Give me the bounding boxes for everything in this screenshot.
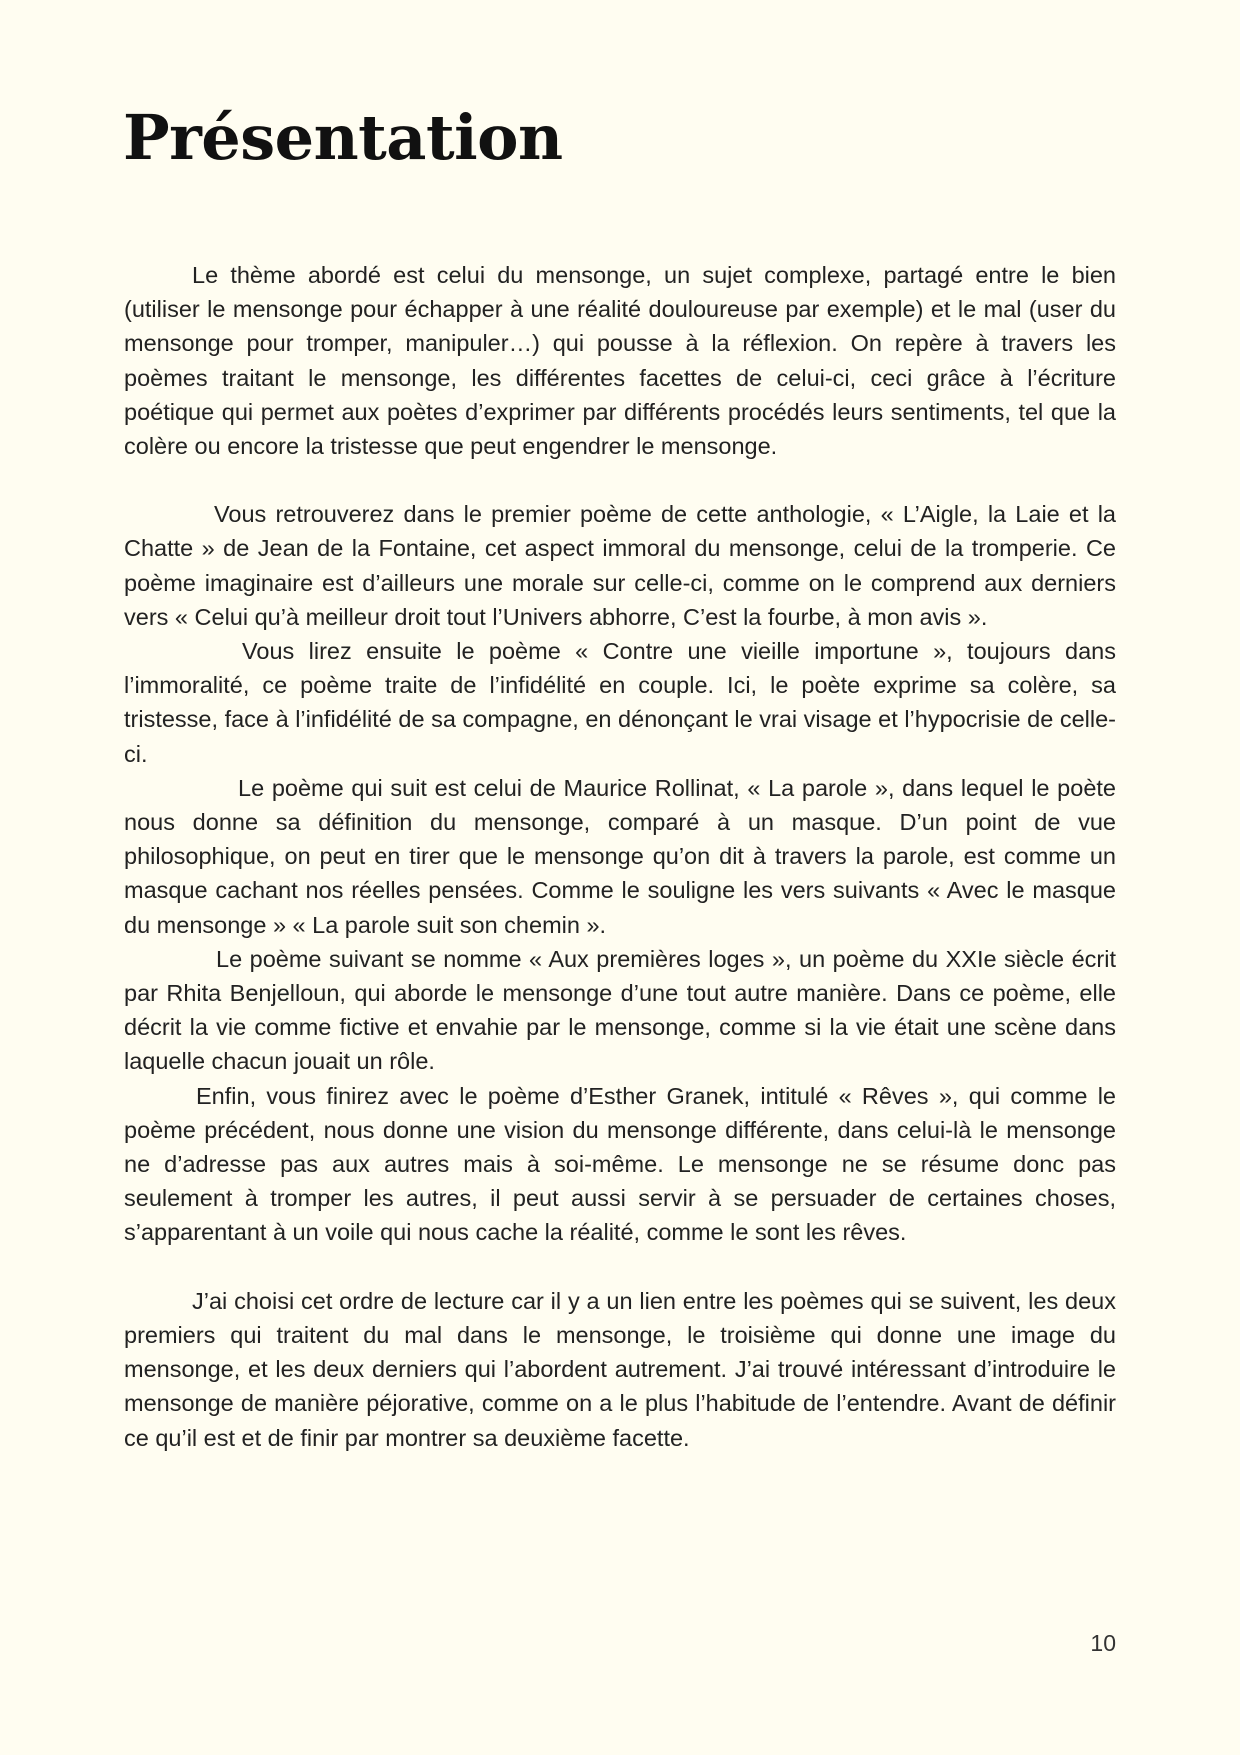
paragraph-third-poem: Le poème qui suit est celui de Maurice Rollinat, « La parole », dans lequel le poète nous donne sa définition du mensonge, comparé à un masque. D’un point de vue philosophique, on peut en tirer que le mensonge qu’on dit à travers la parole, est comme un masque cachant nos réelles pensées. Comme le souligne les vers suivants « Avec le masque du mensonge » « La parole suit son chemin ». <box>124 774 1116 938</box>
paragraph-reading-order: J’ai choisi cet ordre de lecture car il y a un lien entre les poèmes qui se suivent, les deux premiers qui traitent du mal dans le mensonge, le troisième qui donne une image du mensonge, et les deux derniers qui l’abordent autrement. J’ai trouvé intéressant d’introduire le mensonge de manière péjorative, comme on a le plus l’habitude de l’entendre. Avant de définir ce qu’il est et de finir par montrer sa deuxième facette. <box>124 1287 1116 1451</box>
paragraph-first-poem: Vous retrouverez dans le premier poème de cette anthologie, « L’Aigle, la Laie et la Chatte » de Jean de la Fontaine, cet aspect immoral du mensonge, celui de la tromperie. Ce poème imaginaire est d’ailleurs une morale sur celle-ci, comme on le comprend aux derniers vers « Celui qu’à meilleur droit tout l’Univers abhorre, C’est la fourbe, à mon avis ». <box>124 501 1116 630</box>
paragraph-fifth-poem: Enfin, vous finirez avec le poème d’Esther Granek, intitulé « Rêves », qui comme le poème précédent, nous donne une vision du mensonge différente, dans celui-là le mensonge ne d’adresse pas aux autres mais à soi-même. Le mensonge ne se résume donc pas seulement à tromper les autres, il peut aussi servir à se persuader de certaines choses, s’apparentant à un voile qui nous cache la réalité, comme le sont les rêves. <box>124 1082 1116 1246</box>
page-number: 10 <box>1090 1630 1116 1656</box>
page-title: Présentation <box>123 101 563 174</box>
paragraph-theme: Le thème abordé est celui du mensonge, un sujet complexe, partagé entre le bien (utiliser le mensonge pour échapper à une réalité douloureuse par exemple) et le mal (user du mensonge pour tromper, manipuler…) qui pousse à la réflexion. On repère à travers les poèmes traitant le mensonge, les différentes facettes de celui-ci, ceci grâce à l’écriture poétique qui permet aux poètes d’exprimer par différents procédés leurs sentiments, tel que la colère ou encore la tristesse que peut engendrer le mensonge. <box>124 262 1116 460</box>
paragraph-fourth-poem: Le poème suivant se nomme « Aux premières loges », un poème du XXIe siècle écrit par Rhita Benjelloun, qui aborde le mensonge d’une tout autre manière. Dans ce poème, elle décrit la vie comme fictive et envahie par le mensonge, comme si la vie était une scène dans laquelle chacun jouait un rôle. <box>124 945 1116 1075</box>
presentation-body <box>124 258 1116 1455</box>
paragraph-second-poem: Vous lirez ensuite le poème « Contre une vieille importune », toujours dans l’immoralité, ce poème traite de l’infidélité en couple. Ici, le poète exprime sa colère, sa tristesse, face à l’infidélité de sa compagne, en dénonçant le vrai visage et l’hypocrisie de celle-ci. <box>124 638 1116 767</box>
